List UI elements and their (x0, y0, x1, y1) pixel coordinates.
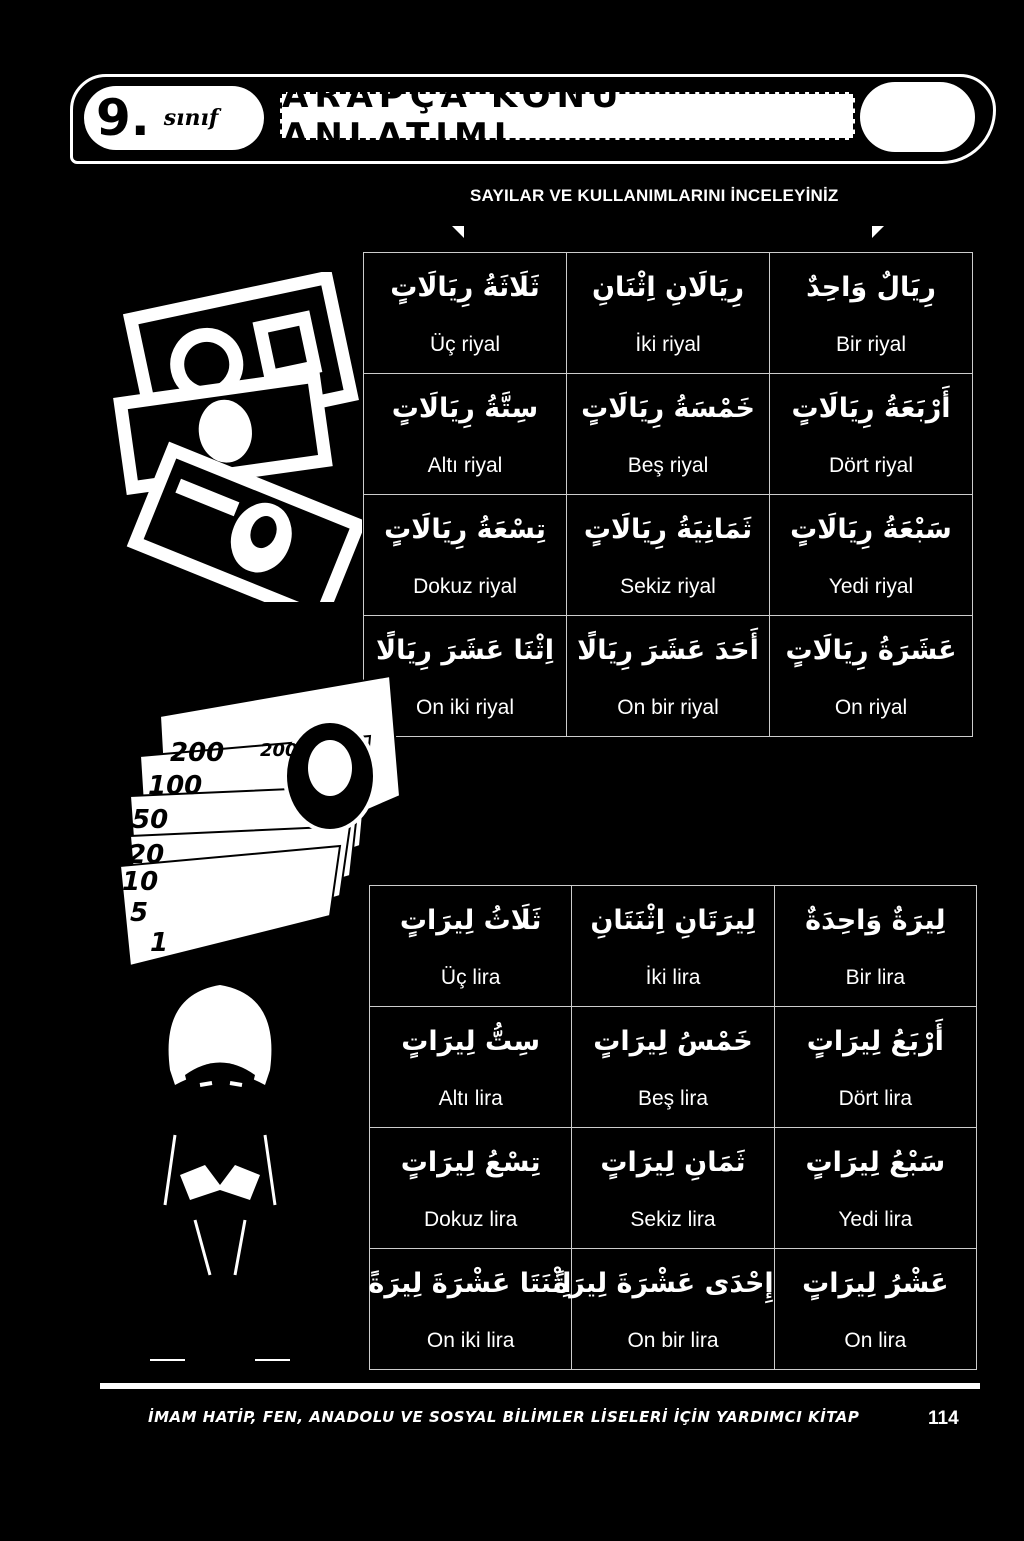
banknote-label: 1 (150, 928, 169, 958)
table-cell (770, 374, 973, 495)
grade-number: 9. (96, 89, 150, 147)
table-cell (572, 1007, 774, 1128)
table-row (370, 1128, 977, 1249)
turkish-text: Bir riyal (835, 333, 906, 356)
table-cell (364, 495, 567, 616)
section-heading: SAYILAR VE KULLANIMLARINI İNCELEYİNİZ (470, 186, 839, 205)
riyal-table-body (364, 253, 973, 737)
arabic-text: تِسْعُ لِيرَاتٍ (400, 1147, 541, 1178)
turkish-text: Üç riyal (429, 333, 500, 356)
turkish-text: On iki lira (426, 1329, 515, 1352)
table-row (370, 1249, 977, 1370)
table-cell (770, 253, 973, 374)
table-row (370, 1007, 977, 1128)
table-cell (774, 1007, 976, 1128)
turkish-text: On bir riyal (617, 696, 719, 719)
lira-table-body (370, 886, 977, 1370)
turkish-text: Sekiz lira (630, 1208, 716, 1231)
turkish-text: Beş lira (637, 1087, 708, 1110)
table-cell (370, 886, 572, 1007)
banknote-label: 100 (148, 771, 203, 801)
arabic-text: خَمْسَةُ رِيَالَاتٍ (581, 393, 755, 424)
table-cell (370, 1007, 572, 1128)
table-cell (774, 886, 976, 1007)
table-cell (774, 1128, 976, 1249)
lira-numbers-table (369, 885, 977, 1370)
table-row (364, 616, 973, 737)
arabic-text: أَحَدَ عَشَرَ رِيَالًا (577, 635, 759, 666)
page-number: 114 (928, 1408, 959, 1429)
footer-book-title: İMAM HATİP, FEN, ANADOLU VE SOSYAL BİLİMLER LİSELERİ İÇİN YARDIMCI KİTAP (148, 1408, 860, 1426)
footer-rule (100, 1383, 980, 1389)
arabic-text: عَشَرَةُ رِيَالَاتٍ (785, 635, 957, 666)
table-cell (774, 1249, 976, 1370)
arabic-text: ثَمَانِيَةُ رِيَالَاتٍ (583, 514, 753, 545)
arabic-text: أَرْبَعَةُ رِيَالَاتٍ (791, 393, 951, 424)
arabic-text: ثَلَاثُ لِيرَاتٍ (399, 905, 542, 936)
riyal-numbers-table (363, 252, 973, 737)
corner-mark-left-icon (452, 226, 464, 238)
table-cell (572, 886, 774, 1007)
turkish-text: İki lira (645, 966, 701, 989)
arabic-text: سَبْعَةُ رِيَالَاتٍ (790, 514, 952, 545)
arabic-text: سَبْعُ لِيرَاتٍ (805, 1147, 946, 1178)
banknote-label: 20 (128, 840, 165, 870)
page-title: ARAPÇA KONU ANLATIMI (280, 92, 855, 140)
table-cell (567, 253, 770, 374)
turkish-text: On lira (844, 1329, 907, 1352)
turkish-text: İki riyal (635, 333, 701, 356)
arabic-text: اِثْنَا عَشَرَ رِيَالًا (376, 635, 554, 666)
turkish-text: Yedi riyal (828, 575, 914, 598)
riyal-banknotes-illustration (112, 272, 362, 602)
table-cell (370, 1128, 572, 1249)
turkish-text: Dokuz riyal (413, 575, 517, 598)
arabic-text: ثَمَانِ لِيرَاتٍ (600, 1147, 746, 1178)
turkish-text: On bir lira (627, 1329, 719, 1352)
turkish-text: On riyal (834, 696, 908, 719)
arabic-text: تِسْعَةُ رِيَالَاتٍ (384, 514, 546, 545)
table-row (364, 253, 973, 374)
header-decoration (860, 82, 975, 152)
table-cell (567, 616, 770, 737)
turkish-text: On iki riyal (415, 696, 515, 719)
banknote-label: 5 (130, 898, 149, 928)
turkish-text: Altı lira (438, 1087, 503, 1110)
table-cell (567, 495, 770, 616)
table-cell (770, 616, 973, 737)
table-cell (567, 374, 770, 495)
arabic-text: خَمْسُ لِيرَاتٍ (593, 1026, 753, 1057)
turkish-text: Altı riyal (427, 454, 503, 477)
arabic-text: إِحْدَى عَشْرَةَ لِيرَةً (553, 1268, 774, 1299)
turkish-text: Bir lira (845, 966, 906, 989)
turkish-text: Beş riyal (627, 454, 709, 477)
banknote-label: 200 (260, 740, 298, 761)
arabic-text: سِتُّ لِيرَاتٍ (401, 1026, 541, 1057)
turkish-text: Üç lira (440, 966, 501, 989)
arabic-text: اِثْنَتَا عَشْرَةَ لِيرَةً (368, 1268, 572, 1299)
table-row (364, 374, 973, 495)
turkish-text: Sekiz riyal (620, 575, 716, 598)
arabic-text: لِيرَةٌ وَاحِدَةٌ (805, 905, 946, 936)
table-cell (364, 253, 567, 374)
turkish-text: Dört riyal (828, 454, 913, 477)
banknote-label: 50 (132, 805, 169, 835)
table-cell (553, 1249, 774, 1370)
grade-word: sınıf (163, 105, 219, 131)
turkish-text: Dört lira (838, 1087, 913, 1110)
arabic-text: رِيَالَانِ اِثْنَانِ (592, 272, 744, 303)
arabic-text: عَشْرُ لِيرَاتٍ (802, 1268, 949, 1299)
arabic-text: ثَلَاثَةُ رِيَالَاتٍ (390, 272, 540, 303)
turkish-text: Yedi lira (838, 1208, 913, 1231)
arabic-text: رِيَالٌ وَاحِدٌ (806, 272, 936, 303)
table-cell (364, 374, 567, 495)
table-row (370, 886, 977, 1007)
banknote-label: 10 (122, 867, 159, 897)
arabic-text: سِتَّةُ رِيَالَاتٍ (391, 393, 539, 424)
corner-mark-right-icon (872, 226, 884, 238)
arabic-text: أَرْبَعُ لِيرَاتٍ (806, 1026, 944, 1057)
arabic-text: لِيرَتَانِ اِثْنَتَانِ (590, 905, 756, 936)
turkish-text: Dokuz lira (423, 1208, 518, 1231)
table-cell (572, 1128, 774, 1249)
banknote-label: 200 (170, 738, 225, 768)
table-cell (770, 495, 973, 616)
table-cell (370, 1249, 572, 1370)
grade-badge (84, 86, 264, 150)
table-row (364, 495, 973, 616)
student-character-illustration (140, 975, 300, 1375)
